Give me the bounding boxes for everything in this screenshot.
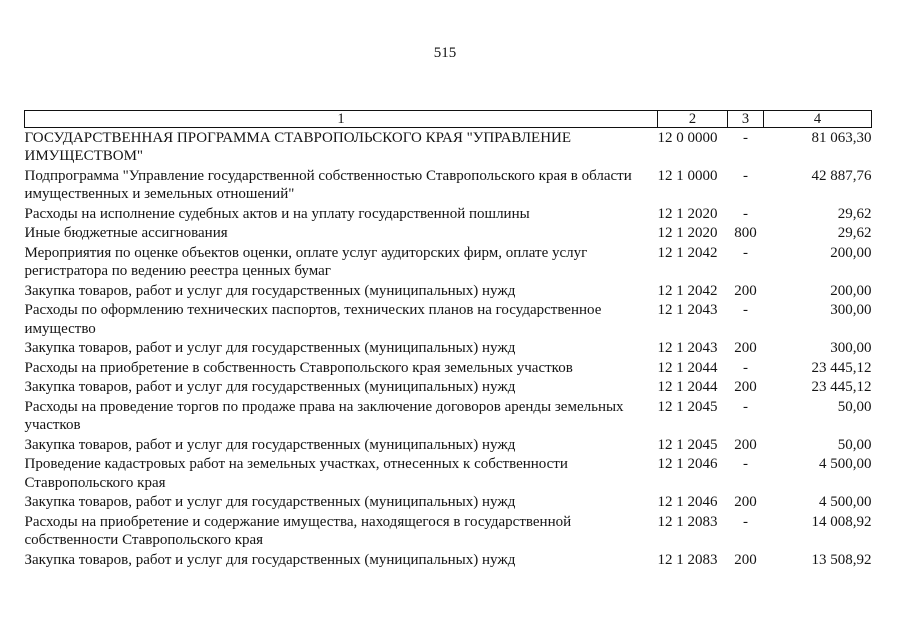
table-row <box>25 339 872 359</box>
amount-cell: 4 500,00 <box>819 456 872 472</box>
description-cell: Закупка товаров, работ и услуг для государственных (муниципальных) нужд <box>24 551 516 568</box>
description-cell: Подпрограмма "Управление государственной собственностью Ставропольского края в области имущественных и земельных отношений" <box>24 167 632 202</box>
amount-cell: 23 445,12 <box>811 379 872 395</box>
description-cell: Расходы на проведение торгов по продаже права на заключение договоров аренды земельных участков <box>24 398 624 433</box>
header-cell-2: 2 <box>658 111 728 128</box>
type-cell: - <box>743 167 748 184</box>
amount-cell: 13 508,92 <box>811 551 872 568</box>
code-cell: 12 1 2045 <box>657 436 718 453</box>
table-row <box>25 243 872 281</box>
description-cell: Закупка товаров, работ и услуг для государственных (муниципальных) нужд <box>24 379 516 395</box>
table-row <box>25 397 872 435</box>
amount-cell: 200,00 <box>830 282 872 299</box>
description-cell: Расходы по оформлению технических паспортов, технических планов на государственное имущество <box>24 302 602 337</box>
amount-cell: 29,62 <box>837 225 872 241</box>
table-row <box>25 512 872 550</box>
type-cell: - <box>743 244 748 261</box>
type-cell: - <box>743 205 748 222</box>
table-body <box>25 128 872 570</box>
type-cell: 800 <box>734 225 757 241</box>
type-cell: 200 <box>734 282 757 299</box>
table-row <box>25 550 872 570</box>
table-row <box>25 358 872 378</box>
amount-cell: 42 887,76 <box>811 167 872 184</box>
table-row <box>25 435 872 455</box>
amount-cell: 29,62 <box>837 205 872 222</box>
type-cell: 200 <box>734 494 757 510</box>
amount-cell: 23 445,12 <box>811 359 872 376</box>
description-cell: Закупка товаров, работ и услуг для государственных (муниципальных) нужд <box>24 436 516 453</box>
description-cell: Расходы на приобретение и содержание имущества, находящегося в государственной собственности Ставропольского края <box>24 513 572 548</box>
type-cell: 200 <box>734 379 757 395</box>
description-cell: Иные бюджетные ассигнования <box>24 225 228 241</box>
description-cell: Закупка товаров, работ и услуг для государственных (муниципальных) нужд <box>24 282 516 299</box>
header-cell-3: 3 <box>728 111 764 128</box>
table-row <box>25 378 872 398</box>
page-number: 515 <box>433 45 457 61</box>
description-cell: Закупка товаров, работ и услуг для государственных (муниципальных) нужд <box>24 340 516 356</box>
code-cell: 12 1 2046 <box>657 456 718 472</box>
budget-table <box>24 110 872 570</box>
type-cell: - <box>743 302 748 318</box>
description-cell: Расходы на приобретение в собственность Ставропольского края земельных участков <box>24 359 573 376</box>
amount-cell: 50,00 <box>837 436 872 453</box>
code-cell: 12 1 2042 <box>657 282 718 299</box>
code-cell: 12 0 0000 <box>657 129 718 146</box>
description-cell: Расходы на исполнение судебных актов и на уплату государственной пошлины <box>24 205 530 222</box>
table-row <box>25 455 872 493</box>
description-cell: Проведение кадастровых работ на земельных участках, отнесенных к собственности Ставропольского края <box>24 456 568 491</box>
amount-cell: 81 063,30 <box>811 129 872 146</box>
table-row <box>25 281 872 301</box>
amount-cell: 300,00 <box>830 340 872 356</box>
table-row <box>25 128 872 167</box>
amount-cell: 200,00 <box>830 244 872 261</box>
table-row <box>25 493 872 513</box>
code-cell: 12 1 2042 <box>657 244 718 261</box>
code-cell: 12 1 2043 <box>657 302 718 318</box>
type-cell: - <box>743 359 748 376</box>
code-cell: 12 1 2083 <box>657 551 718 568</box>
code-cell: 12 1 2043 <box>657 340 718 356</box>
table-row <box>25 166 872 204</box>
code-cell: 12 1 2020 <box>657 225 718 241</box>
table-header-row <box>25 111 872 128</box>
header-cell-1: 1 <box>25 111 658 128</box>
description-cell: Закупка товаров, работ и услуг для государственных (муниципальных) нужд <box>24 494 516 510</box>
type-cell: - <box>743 513 748 530</box>
type-cell: 200 <box>734 551 757 568</box>
header-cell-4: 4 <box>764 111 872 128</box>
type-cell: 200 <box>734 340 757 356</box>
description-cell: ГОСУДАРСТВЕННАЯ ПРОГРАММА СТАВРОПОЛЬСКОГО КРАЯ "УПРАВЛЕНИЕ ИМУЩЕСТВОМ" <box>24 129 572 164</box>
table-row <box>25 204 872 224</box>
code-cell: 12 1 0000 <box>657 167 718 184</box>
type-cell: - <box>743 398 748 415</box>
table-row <box>25 301 872 339</box>
amount-cell: 14 008,92 <box>811 513 872 530</box>
type-cell: - <box>743 129 748 146</box>
table-row <box>25 224 872 244</box>
code-cell: 12 1 2044 <box>657 359 718 376</box>
code-cell: 12 1 2020 <box>657 205 718 222</box>
type-cell: 200 <box>734 436 757 453</box>
code-cell: 12 1 2083 <box>657 513 718 530</box>
code-cell: 12 1 2046 <box>657 494 718 510</box>
type-cell: - <box>743 456 748 472</box>
amount-cell: 300,00 <box>830 302 872 318</box>
code-cell: 12 1 2044 <box>657 379 718 395</box>
code-cell: 12 1 2045 <box>657 398 718 415</box>
description-cell: Мероприятия по оценке объектов оценки, оплате услуг аудиторских фирм, оплате услуг регистратора по ведению реестра ценных бумаг <box>24 244 588 279</box>
amount-cell: 4 500,00 <box>819 494 872 510</box>
amount-cell: 50,00 <box>837 398 872 415</box>
